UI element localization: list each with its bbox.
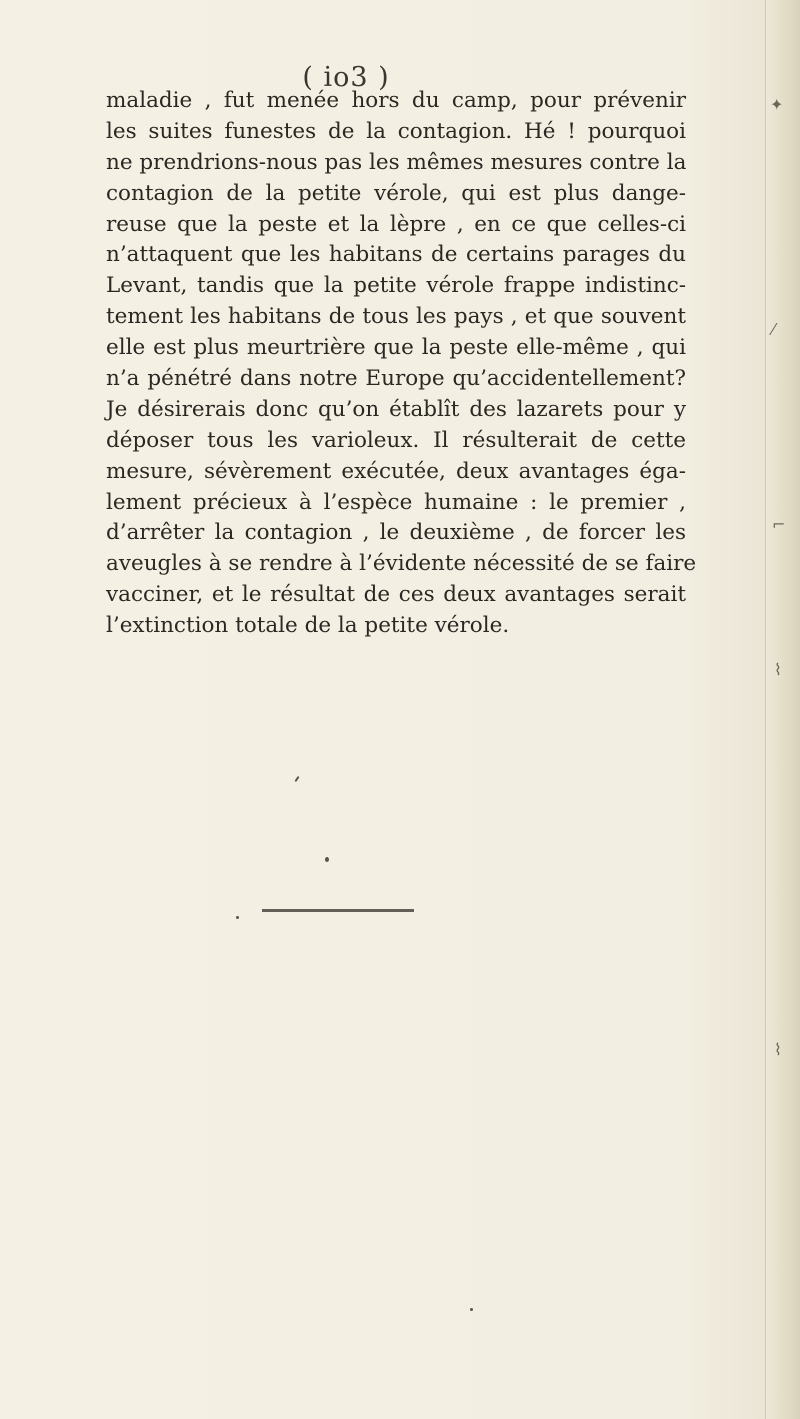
bleed-mark: ⌇	[774, 660, 782, 679]
ink-speck	[236, 916, 239, 919]
ink-speck	[470, 1308, 473, 1311]
text-line: les suites funestes de la contagion. Hé ! pourquoi	[106, 118, 686, 144]
bleed-mark: ⁄	[772, 320, 775, 339]
ink-speck	[325, 857, 329, 862]
text-line: d’arrêter la contagion , le deuxième , de forcer les	[106, 520, 686, 546]
bleed-mark: ✦	[770, 95, 784, 114]
text-line: mesure, sévèrement exécutée, deux avantages éga-	[106, 458, 686, 484]
text-line: ne prendrions-nous pas les mêmes mesures contre la	[106, 149, 687, 175]
text-line: maladie , fut menée hors du camp, pour prévenir	[106, 88, 686, 113]
text-line: vacciner, et le résultat de ces deux avantages serait	[106, 582, 686, 608]
adjacent-page-edge	[765, 0, 800, 1419]
text-line: déposer tous les varioleux. Il résulterait de cette	[106, 427, 686, 453]
text-line: tement les habitans de tous les pays , et que souvent	[106, 304, 686, 330]
page-number: ( io3 )	[302, 62, 390, 93]
text-line: l’extinction totale de la petite vérole.	[106, 613, 510, 639]
text-line: n’a pénétré dans notre Europe qu’accidentellement?	[106, 366, 686, 392]
printed-rule	[262, 909, 414, 912]
text-line: elle est plus meurtrière que la peste elle-même , qui	[106, 335, 686, 361]
body-text	[106, 86, 697, 642]
text-line: Je désirerais donc qu’on établît des lazarets pour y	[106, 396, 686, 422]
text-line: n’attaquent que les habitans de certains parages du	[106, 242, 686, 268]
text-line: lement précieux à l’espèce humaine : le premier ,	[106, 489, 686, 515]
ink-speck	[294, 776, 299, 782]
text-line: Levant, tandis que la petite vérole frappe indistinc-	[106, 273, 686, 299]
text-line: reuse que la peste et la lèpre , en ce que celles-ci	[106, 211, 686, 237]
text-line: aveugles à se rendre à l’évidente nécessité de se faire	[106, 551, 697, 577]
bleed-mark: ⌇	[774, 1040, 782, 1059]
text-line: contagion de la petite vérole, qui est plus dange-	[106, 180, 686, 206]
bleed-mark: ⌐	[772, 515, 786, 534]
